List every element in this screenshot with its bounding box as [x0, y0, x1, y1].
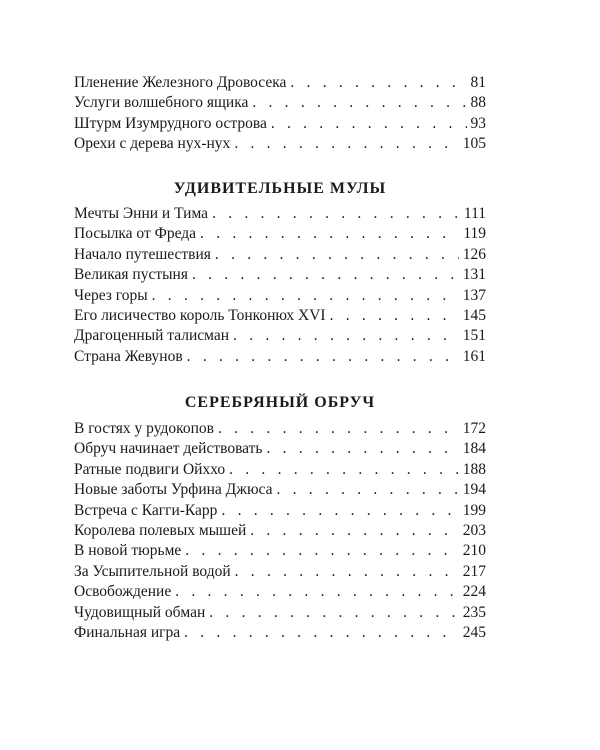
dot-leader: [192, 265, 459, 285]
toc-entry[interactable]: [74, 501, 486, 521]
toc-entry[interactable]: [74, 306, 486, 326]
toc-entry-page: 235: [462, 603, 486, 621]
toc-entry-page: 81: [470, 74, 486, 91]
toc-entry[interactable]: [74, 245, 486, 265]
section-heading-mules: УДИВИТЕЛЬНЫЕ МУЛЫ: [173, 180, 387, 197]
toc-entry-page: 245: [462, 623, 486, 641]
dot-leader: [267, 439, 459, 459]
toc-entry-title: Великая пустыня: [74, 266, 188, 284]
dot-leader: [215, 245, 459, 265]
toc-section-continuation: [74, 73, 486, 155]
toc-entry-title: Страна Жевунов: [74, 347, 183, 365]
dot-leader: [290, 73, 466, 93]
dot-leader: [200, 224, 459, 244]
toc-entry[interactable]: [74, 562, 486, 582]
dot-leader: [235, 562, 459, 582]
dot-leader: [209, 603, 458, 623]
toc-entry-page: 224: [462, 583, 486, 601]
toc-entry-title: За Усыпительной водой: [74, 562, 231, 580]
dot-leader: [252, 93, 466, 113]
dot-leader: [187, 347, 459, 367]
dot-leader: [250, 521, 459, 541]
toc-entry-page: 131: [462, 266, 486, 284]
toc-entry[interactable]: [74, 326, 486, 346]
toc-entry[interactable]: [74, 73, 486, 93]
toc-entry-page: 126: [462, 245, 486, 263]
toc-entry[interactable]: [74, 224, 486, 244]
toc-entry[interactable]: [74, 623, 486, 643]
toc-entry-title: Ратные подвиги Ойххо: [74, 460, 226, 478]
toc-entry[interactable]: [74, 439, 486, 459]
toc-entry-title: Финальная игра: [74, 623, 181, 641]
toc-entry-page: 151: [462, 327, 486, 345]
toc-entry-title: Через горы: [74, 286, 148, 304]
toc-entry-title: Его лисичество король Тонконюх XVI: [74, 306, 326, 324]
toc-entry-page: 105: [462, 135, 486, 153]
dot-leader: [221, 501, 458, 521]
toc-section-mules: [74, 204, 486, 367]
toc-entry-page: 199: [462, 501, 486, 519]
toc-entry[interactable]: [74, 541, 486, 561]
toc-entry-title: Посылка от Фреда: [74, 225, 197, 243]
dot-leader: [233, 326, 459, 346]
toc-entry[interactable]: [74, 603, 486, 623]
toc-entry[interactable]: [74, 347, 486, 367]
toc-entry-page: 210: [462, 542, 486, 560]
dot-leader: [212, 204, 460, 224]
toc-entry-page: 137: [462, 286, 486, 304]
toc-entry-page: 93: [470, 114, 486, 132]
toc-entry[interactable]: [74, 114, 486, 134]
dot-leader: [271, 114, 467, 134]
toc-entry-page: 172: [462, 420, 486, 437]
toc-entry[interactable]: [74, 93, 486, 113]
dot-leader: [330, 306, 459, 326]
toc-entry-page: 161: [462, 347, 486, 365]
toc-entry[interactable]: [74, 286, 486, 306]
toc-section-silver-hoop: [74, 419, 486, 643]
toc-entry-title: Чудовищный обман: [74, 603, 206, 621]
toc-entry-title: Начало путешествия: [74, 245, 211, 263]
dot-leader: [277, 480, 459, 500]
toc-entry[interactable]: [74, 521, 486, 541]
toc-entry-page: 194: [462, 481, 486, 499]
toc-entry-title: Пленение Железного Дровосека: [74, 74, 287, 91]
toc-entry[interactable]: [74, 134, 486, 154]
toc-entry-title: Встреча с Кагги-Карр: [74, 501, 218, 519]
toc-entry-page: 184: [462, 440, 486, 458]
toc-entry-page: 111: [463, 205, 486, 222]
dot-leader: [185, 541, 458, 561]
toc-entry-page: 119: [463, 225, 486, 243]
section-heading-silver-hoop: СЕРЕБРЯНЫЙ ОБРУЧ: [184, 394, 376, 411]
toc-entry[interactable]: [74, 419, 486, 439]
toc-entry-title: Королева полевых мышей: [74, 521, 247, 539]
toc-entry-title: Услуги волшебного ящика: [74, 94, 249, 112]
toc-entry-title: В гостях у рудокопов: [74, 420, 214, 437]
toc-entry-title: Обруч начинает действовать: [74, 440, 263, 458]
toc-entry-title: Штурм Изумрудного острова: [74, 114, 267, 132]
dot-leader: [218, 419, 459, 439]
toc-entry-title: Орехи с дерева нух-нух: [74, 135, 231, 153]
toc-entry-page: 88: [470, 94, 486, 112]
toc-entry[interactable]: [74, 460, 486, 480]
toc-entry-title: Мечты Энни и Тима: [74, 205, 209, 222]
toc-entry-title: Драгоценный талисман: [74, 327, 230, 345]
toc-entry-page: 145: [462, 306, 486, 324]
toc-entry[interactable]: [74, 265, 486, 285]
toc-entry-page: 217: [462, 562, 486, 580]
toc-entry-title: В новой тюрьме: [74, 542, 182, 560]
dot-leader: [152, 286, 459, 306]
toc-entry[interactable]: [74, 480, 486, 500]
toc-entry[interactable]: [74, 582, 486, 602]
toc-entry-page: 203: [462, 521, 486, 539]
toc-entry-title: Освобождение: [74, 583, 172, 601]
dot-leader: [175, 582, 459, 602]
toc-entry-title: Новые заботы Урфина Джюса: [74, 481, 273, 499]
toc-entry-page: 188: [462, 460, 486, 478]
dot-leader: [229, 460, 459, 480]
toc-entry[interactable]: [74, 204, 486, 224]
dot-leader: [184, 623, 459, 643]
dot-leader: [234, 134, 458, 154]
